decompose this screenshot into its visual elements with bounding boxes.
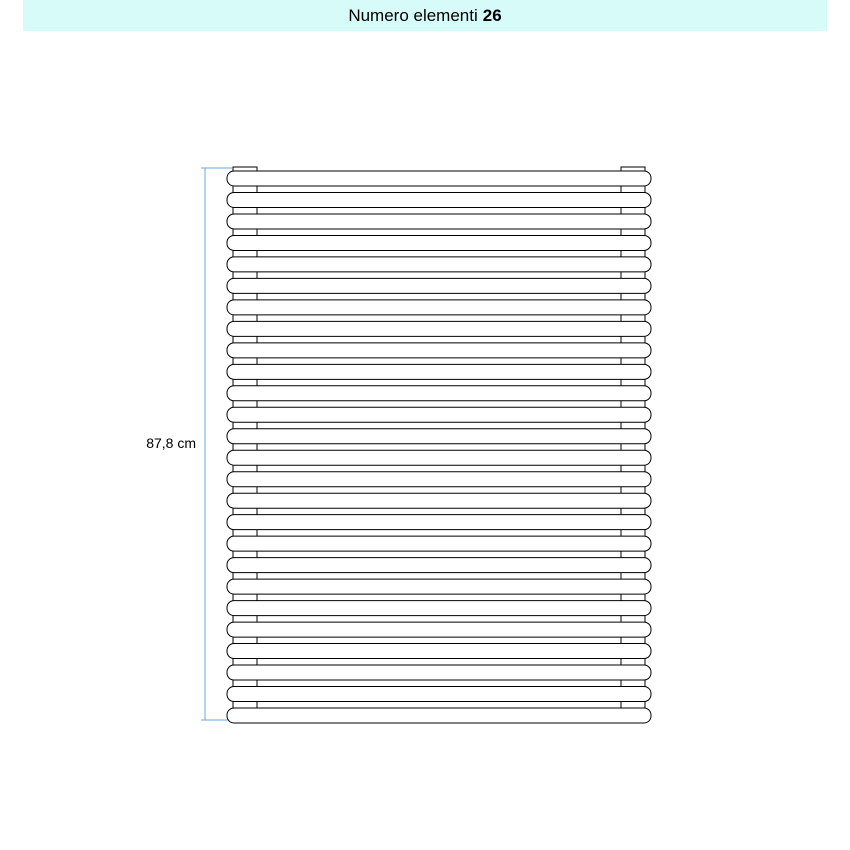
radiator-tube <box>227 622 651 637</box>
radiator-tube <box>227 300 651 315</box>
radiator-tube <box>227 386 651 401</box>
radiator-tube <box>227 343 651 358</box>
radiator-tube <box>227 536 651 551</box>
radiator-tube <box>227 450 651 465</box>
radiator-tube <box>227 214 651 229</box>
radiator-tube <box>227 278 651 293</box>
radiator-tube <box>227 321 651 336</box>
radiator-tube <box>227 558 651 573</box>
radiator-tube <box>227 235 651 250</box>
radiator-tube <box>227 708 651 723</box>
radiator-tube <box>227 257 651 272</box>
radiator-tube <box>227 364 651 379</box>
height-dimension-line <box>201 168 232 720</box>
radiator-tube <box>227 665 651 680</box>
radiator-tube <box>227 407 651 422</box>
radiator-tube <box>227 515 651 530</box>
radiator-tube <box>227 171 651 186</box>
radiator-tube <box>227 579 651 594</box>
radiator-tube <box>227 192 651 207</box>
radiator-tube <box>227 644 651 659</box>
element-count-value: 26 <box>482 5 502 25</box>
radiator-tube <box>227 472 651 487</box>
radiator-tube <box>227 687 651 702</box>
element-count-label: Numero elementi <box>348 5 478 25</box>
radiator-tube <box>227 601 651 616</box>
height-dimension-label: 87,8 cm <box>146 435 196 451</box>
radiator-tube <box>227 429 651 444</box>
radiator-tube <box>227 493 651 508</box>
radiator-tubes <box>227 171 651 723</box>
